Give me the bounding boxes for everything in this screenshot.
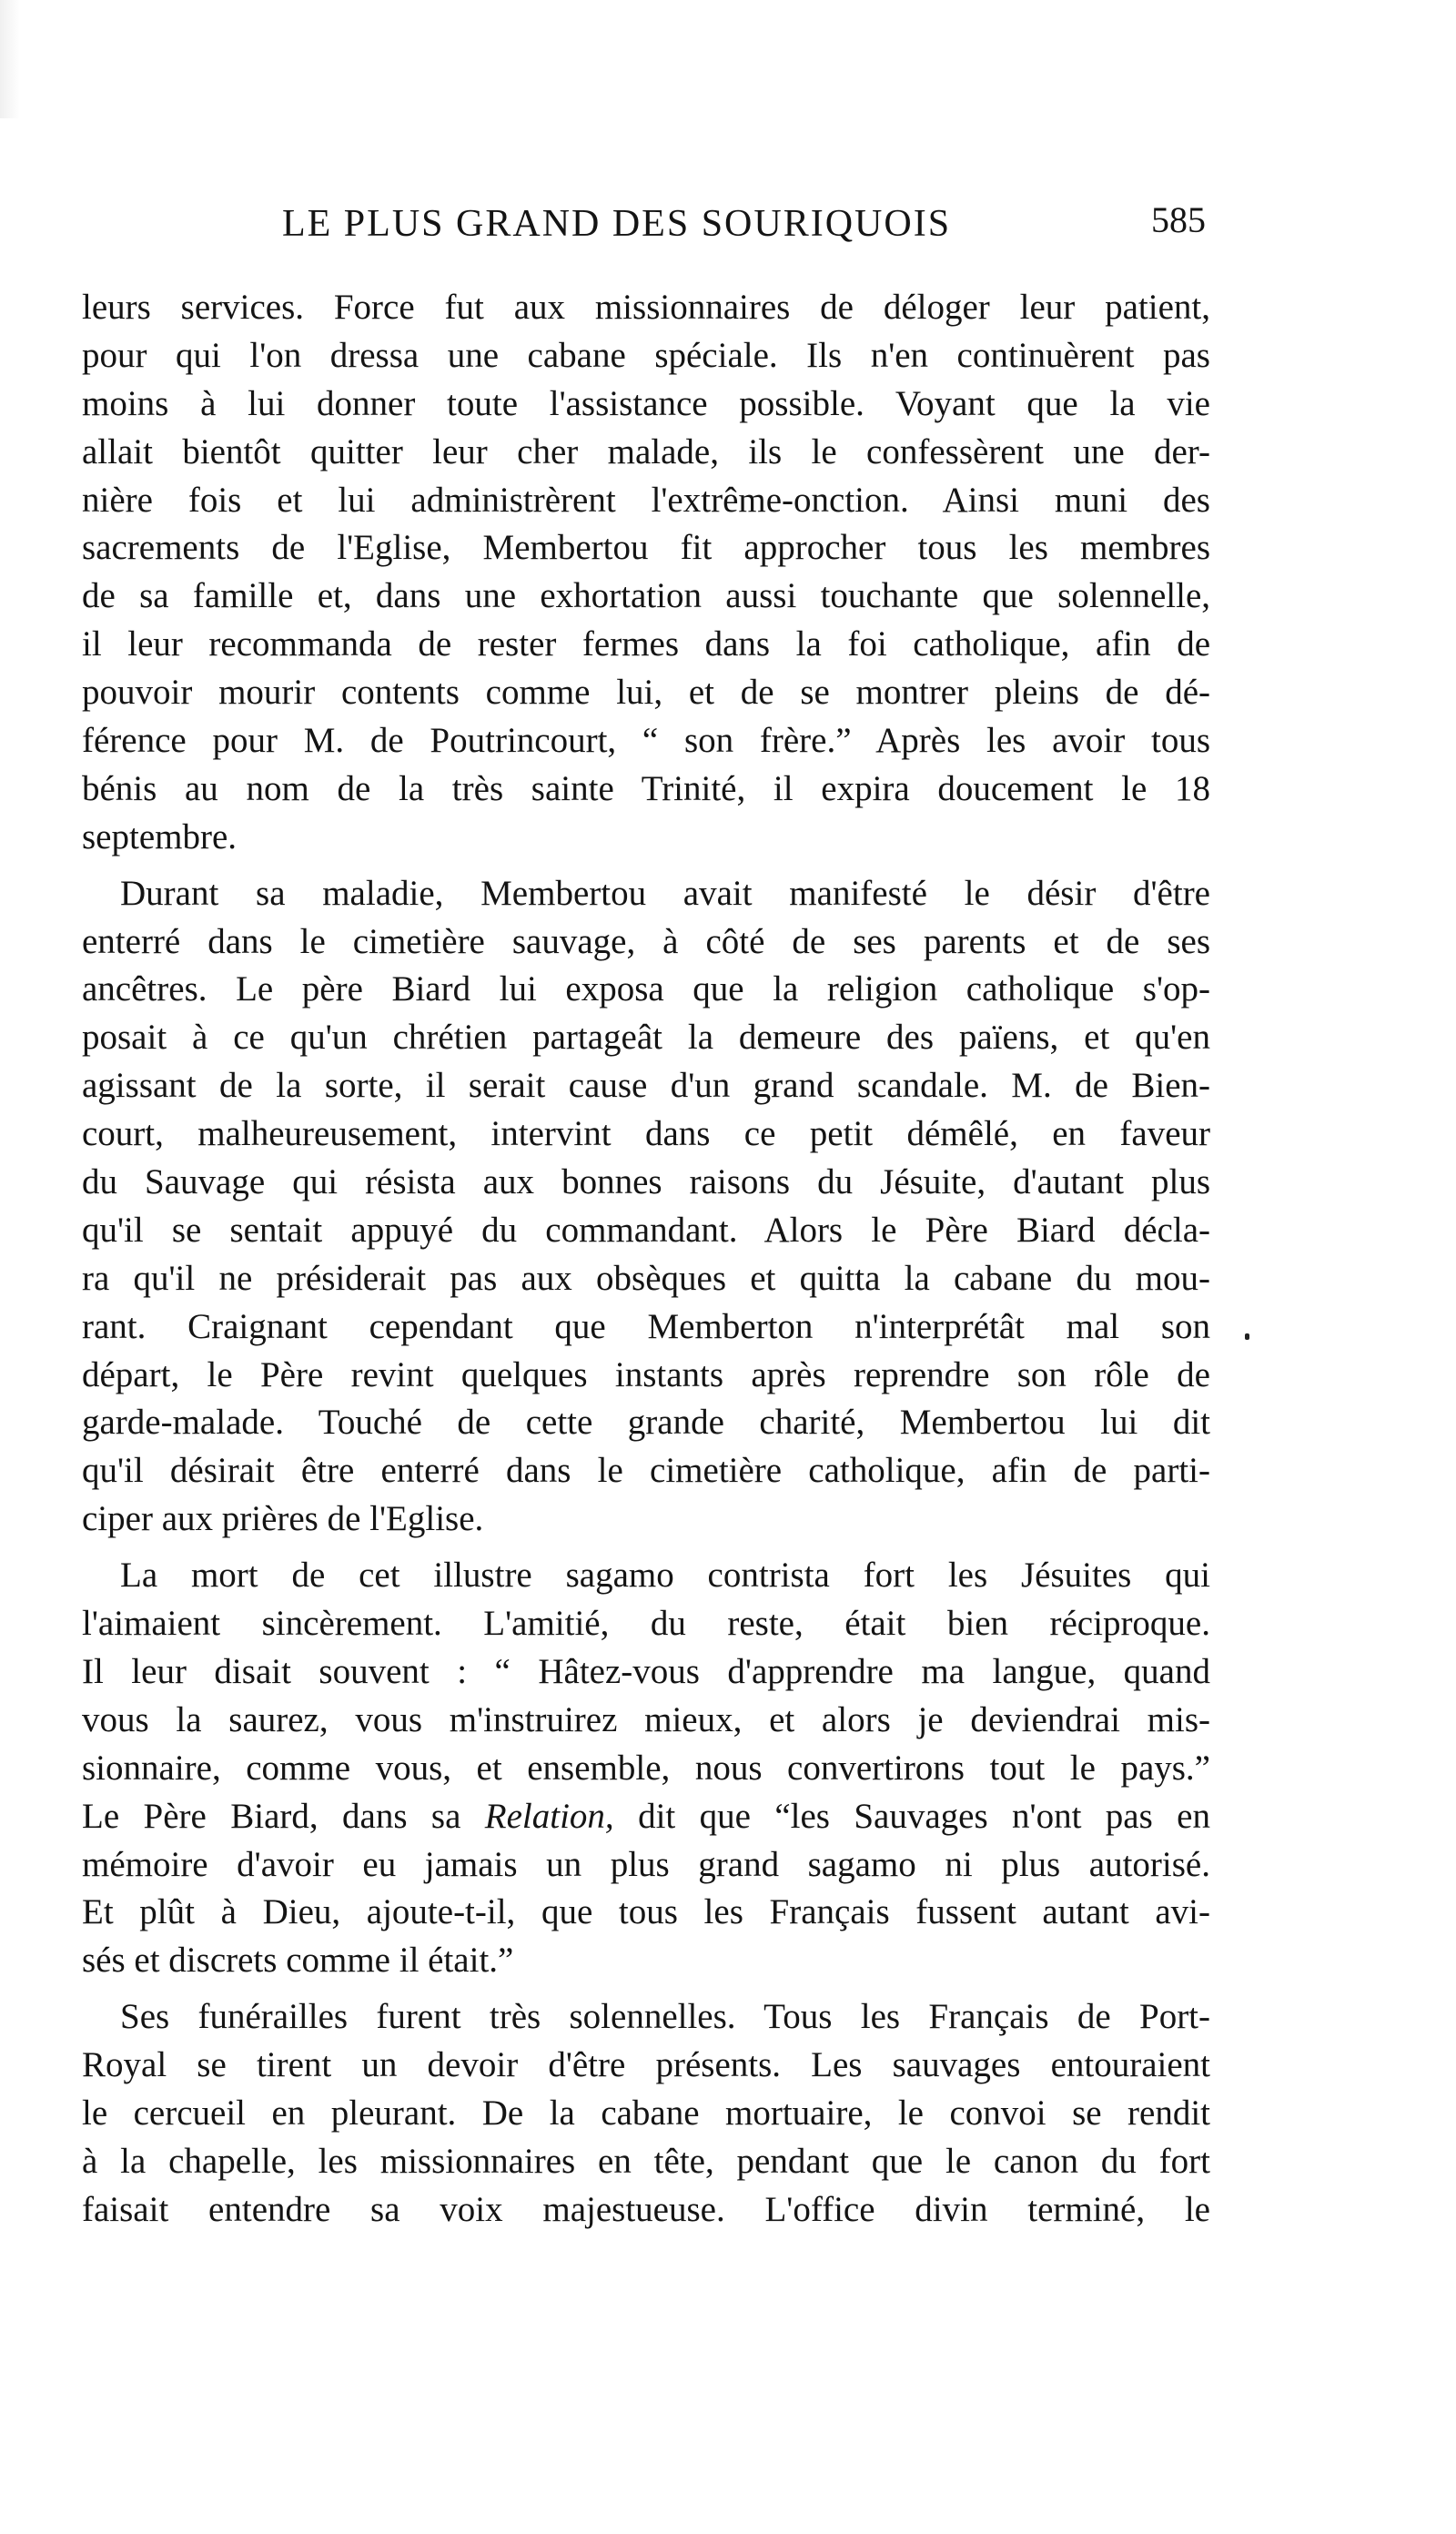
text-line: il leur recommanda de rester fermes dans la foi catholique, afin de [82, 624, 1210, 664]
text-line: moins à lui donner toute l'assistance possible. Voyant que la vie [82, 383, 1210, 423]
text-line: ciper aux prières de l'Eglise. [82, 1499, 484, 1539]
text-line: sacrements de l'Eglise, Membertou fit approcher tous les membres [82, 528, 1210, 568]
text-line: rant. Craignant cependant que Memberton n'interprétât mal son [82, 1306, 1210, 1346]
paragraph-1 [82, 284, 1210, 862]
text-line: La mort de cet illustre sagamo contrista fort les Jésuites qui [120, 1556, 1210, 1596]
text-line: vous la saurez, vous m'instruirez mieux, et alors je deviendrai mis- [82, 1699, 1210, 1739]
text-line: à la chapelle, les missionnaires en tête, pendant que le canon du fort [82, 2141, 1210, 2181]
ink-speck [1245, 1333, 1249, 1340]
text-line: garde-malade. Touché de cette grande charité, Membertou lui dit [82, 1403, 1210, 1443]
text-line: faisait entendre sa voix majestueuse. L'office divin terminé, le [82, 2189, 1210, 2229]
text-line: enterré dans le cimetière sauvage, à côté de ses parents et de ses [82, 921, 1210, 961]
paragraph-4 [82, 1993, 1210, 2234]
text-line: qu'il désirait être enterré dans le cimetière catholique, afin de parti- [82, 1451, 1210, 1491]
text-line: pour qui l'on dressa une cabane spéciale. Ils n'en continuèrent pas [82, 335, 1210, 375]
page-number: 585 [1151, 199, 1206, 240]
scan-edge-shadow [0, 0, 20, 118]
text-line: mémoire d'avoir eu jamais un plus grand sagamo ni plus autorisé. [82, 1844, 1210, 1884]
relation-line-before: Le Père Biard, dans sa [82, 1796, 485, 1836]
relation-title: Relation, [484, 1796, 614, 1836]
running-title: LE PLUS GRAND DES SOURIQUOIS [282, 203, 952, 245]
text-line: de sa famille et, dans une exhortation aussi touchante que solennelle, [82, 576, 1210, 616]
relation-line-after: dit que “les Sauvages n'ont pas en [613, 1796, 1210, 1836]
running-header [82, 199, 1206, 266]
text-line: férence pour M. de Poutrincourt, “ son frère.” Après les avoir tous [82, 721, 1210, 761]
text-line: Et plût à Dieu, ajoute-t-il, que tous les Français fussent autant avi- [82, 1892, 1210, 1932]
paragraph-3 [82, 1552, 1210, 1985]
text-line: l'aimaient sincèrement. L'amitié, du reste, était bien réciproque. [82, 1604, 1210, 1644]
text-line: Ses funérailles furent très solennelles. Tous les Français de Port- [120, 1997, 1210, 2037]
text-line: allait bientôt quitter leur cher malade, ils le confessèrent une der- [82, 431, 1210, 471]
body-text [82, 284, 1210, 2235]
text-line: Royal se tirent un devoir d'être présents. Les sauvages entouraient [82, 2045, 1210, 2085]
text-line: leurs services. Force fut aux missionnaires de déloger leur patient, [82, 288, 1210, 327]
text-line: ra qu'il ne présiderait pas aux obsèques et quitta la cabane du mou- [82, 1258, 1210, 1298]
text-line: nière fois et lui administrèrent l'extrême-onction. Ainsi muni des [82, 480, 1210, 520]
text-line: qu'il se sentait appuyé du commandant. Alors le Père Biard décla- [82, 1210, 1210, 1250]
text-line: ancêtres. Le père Biard lui exposa que la religion catholique s'op- [82, 969, 1210, 1009]
text-line: posait à ce qu'un chrétien partageât la demeure des païens, et qu'en [82, 1018, 1210, 1058]
text-line: agissant de la sorte, il serait cause d'un grand scandale. M. de Bien- [82, 1066, 1210, 1106]
text-line: pouvoir mourir contents comme lui, et de se montrer pleins de dé- [82, 673, 1210, 713]
text-line: sés et discrets comme il était.” [82, 1941, 514, 1981]
text-line: court, malheureusement, intervint dans ce petit démêlé, en faveur [82, 1114, 1210, 1154]
text-line: sionnaire, comme vous, et ensemble, nous convertirons tout le pays.” [82, 1748, 1210, 1788]
text-line: bénis au nom de la très sainte Trinité, il expira doucement le 18 [82, 768, 1210, 808]
text-line: Durant sa maladie, Membertou avait manifesté le désir d'être [120, 873, 1210, 913]
text-line: septembre. [82, 816, 238, 856]
text-line-relation [82, 1793, 1210, 1841]
paragraph-2 [82, 870, 1210, 1544]
text-line: Il leur disait souvent : “ Hâtez-vous d'apprendre ma langue, quand [82, 1651, 1210, 1691]
text-line: du Sauvage qui résista aux bonnes raisons du Jésuite, d'autant plus [82, 1162, 1210, 1202]
text-line: départ, le Père revint quelques instants après reprendre son rôle de [82, 1354, 1210, 1394]
text-line: le cercueil en pleurant. De la cabane mortuaire, le convoi se rendit [82, 2093, 1210, 2133]
